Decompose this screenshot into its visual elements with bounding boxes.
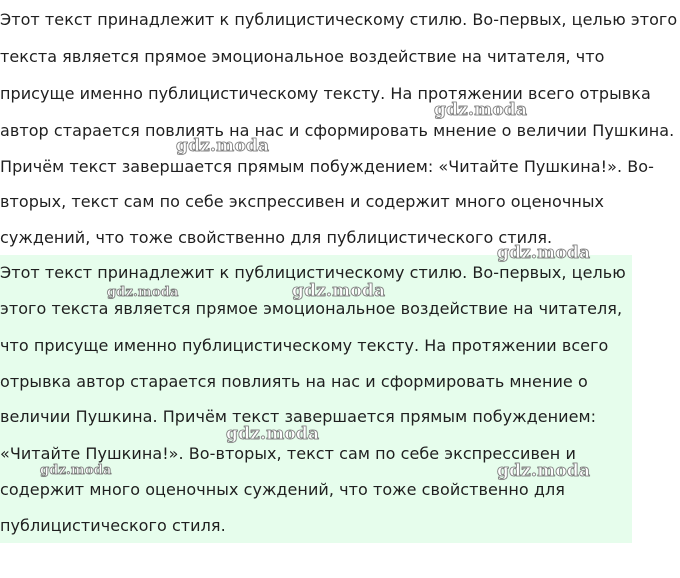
watermark: gdz.moda (497, 461, 591, 481)
watermark: gdz.moda (107, 285, 179, 300)
watermark: gdz.moda (497, 243, 591, 263)
text-line: этого текста является прямое эмоциональное воздействие на читателя, (0, 299, 623, 318)
text-line: присуще именно публицистическому тексту. На протяжении всего отрывка (0, 84, 651, 103)
watermark: gdz.moda (226, 424, 320, 444)
watermark: gdz.moda (292, 281, 386, 301)
watermark: gdz.moda (176, 136, 270, 156)
watermark: gdz.moda (434, 100, 528, 120)
text-line: вторых, текст сам по себе экспрессивен и содержит много оценочных (0, 192, 605, 211)
text-line: отрывка автор старается повлиять на нас и сформировать мнение о (0, 372, 588, 391)
text-line: что присуще именно публицистическому тексту. На протяжении всего (0, 336, 609, 355)
text-line: публицистического стиля. (0, 516, 226, 535)
text-line: суждений, что тоже свойственно для публицистического стиля. (0, 228, 553, 247)
text-line: текста является прямое эмоциональное воздействие на читателя, что (0, 47, 605, 66)
text-line: «Читайте Пушкина!». Во-вторых, текст сам по себе экспрессивен и (0, 444, 576, 463)
text-line: Этот текст принадлежит к публицистическому стилю. Во-первых, целью (0, 263, 626, 282)
text-line: величии Пушкина. Причём текст завершается прямым побуждением: (0, 407, 597, 426)
watermark: gdz.moda (40, 463, 112, 478)
text-line: содержит много оценочных суждений, что тоже свойственно для (0, 480, 565, 499)
text-line: Причём текст завершается прямым побуждением: «Читайте Пушкина!». Во- (0, 157, 654, 176)
text-line: Этот текст принадлежит к публицистическому стилю. Во-первых, целью этого (0, 10, 678, 29)
answer-paragraph-1 (0, 0, 680, 255)
text-line: автор старается повлиять на нас и сформировать мнение о величии Пушкина. (0, 121, 675, 140)
